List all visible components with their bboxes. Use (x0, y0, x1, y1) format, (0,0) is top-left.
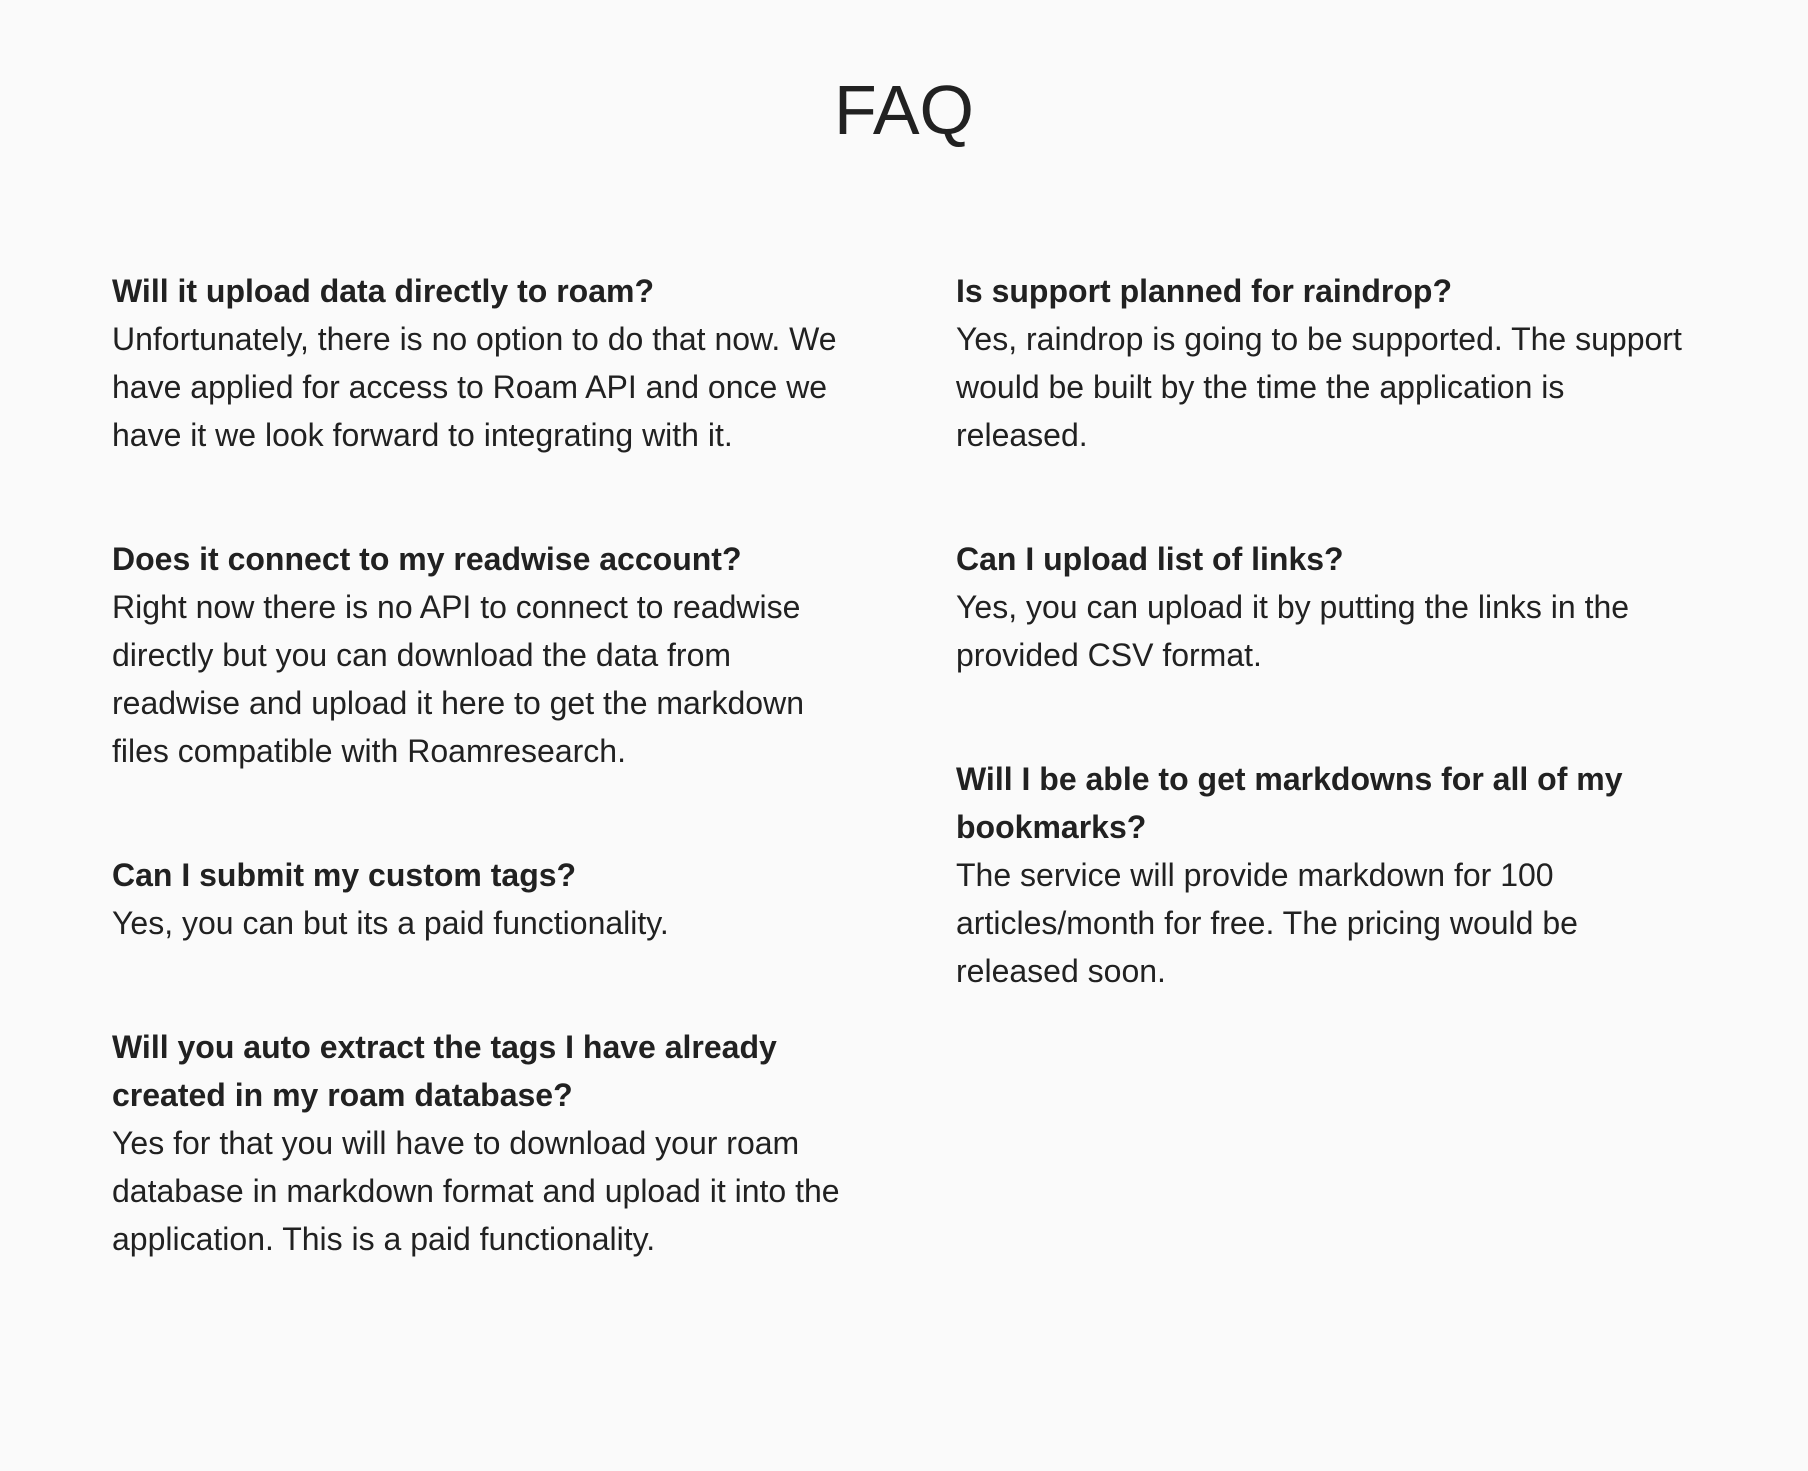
question-text: Will you auto extract the tags I have already created in my roam database? (112, 1029, 777, 1113)
answer-text: Yes, raindrop is going to be supported. The support would be built by the time the application is released. (956, 321, 1682, 453)
page-title: FAQ (833, 71, 975, 149)
faq-item (956, 755, 1696, 995)
faq-grid (0, 267, 1808, 1263)
faq-item (112, 535, 852, 775)
faq-column-left (112, 267, 852, 1263)
faq-column-right (956, 267, 1696, 995)
faq-item (956, 267, 1696, 459)
question-text: Will I be able to get markdowns for all of my bookmarks? (956, 761, 1623, 845)
question-text: Can I submit my custom tags? (112, 857, 577, 893)
answer-text: Yes, you can but its a paid functionality. (112, 905, 669, 941)
answer-text: Unfortunately, there is no option to do that now. We have applied for access to Roam API and once we have it we look forward to integrating with it. (112, 321, 837, 453)
faq-item (112, 851, 852, 947)
answer-text: Yes, you can upload it by putting the links in the provided CSV format. (956, 589, 1630, 673)
answer-text: The service will provide markdown for 100 articles/month for free. The pricing would be released soon. (956, 857, 1578, 989)
question-text: Does it connect to my readwise account? (112, 541, 742, 577)
answer-text: Yes for that you will have to download your roam database in markdown format and upload it into the application. This is a paid functionality. (112, 1125, 840, 1257)
faq-item (112, 267, 852, 459)
answer-text: Right now there is no API to connect to readwise directly but you can download the data from readwise and upload it here to get the markdown files compatible with Roamresearch. (112, 589, 804, 769)
question-text: Can I upload list of links? (956, 541, 1344, 577)
question-text: Will it upload data directly to roam? (112, 273, 654, 309)
question-text: Is support planned for raindrop? (956, 273, 1452, 309)
faq-item (112, 1023, 852, 1263)
faq-item (956, 535, 1696, 679)
